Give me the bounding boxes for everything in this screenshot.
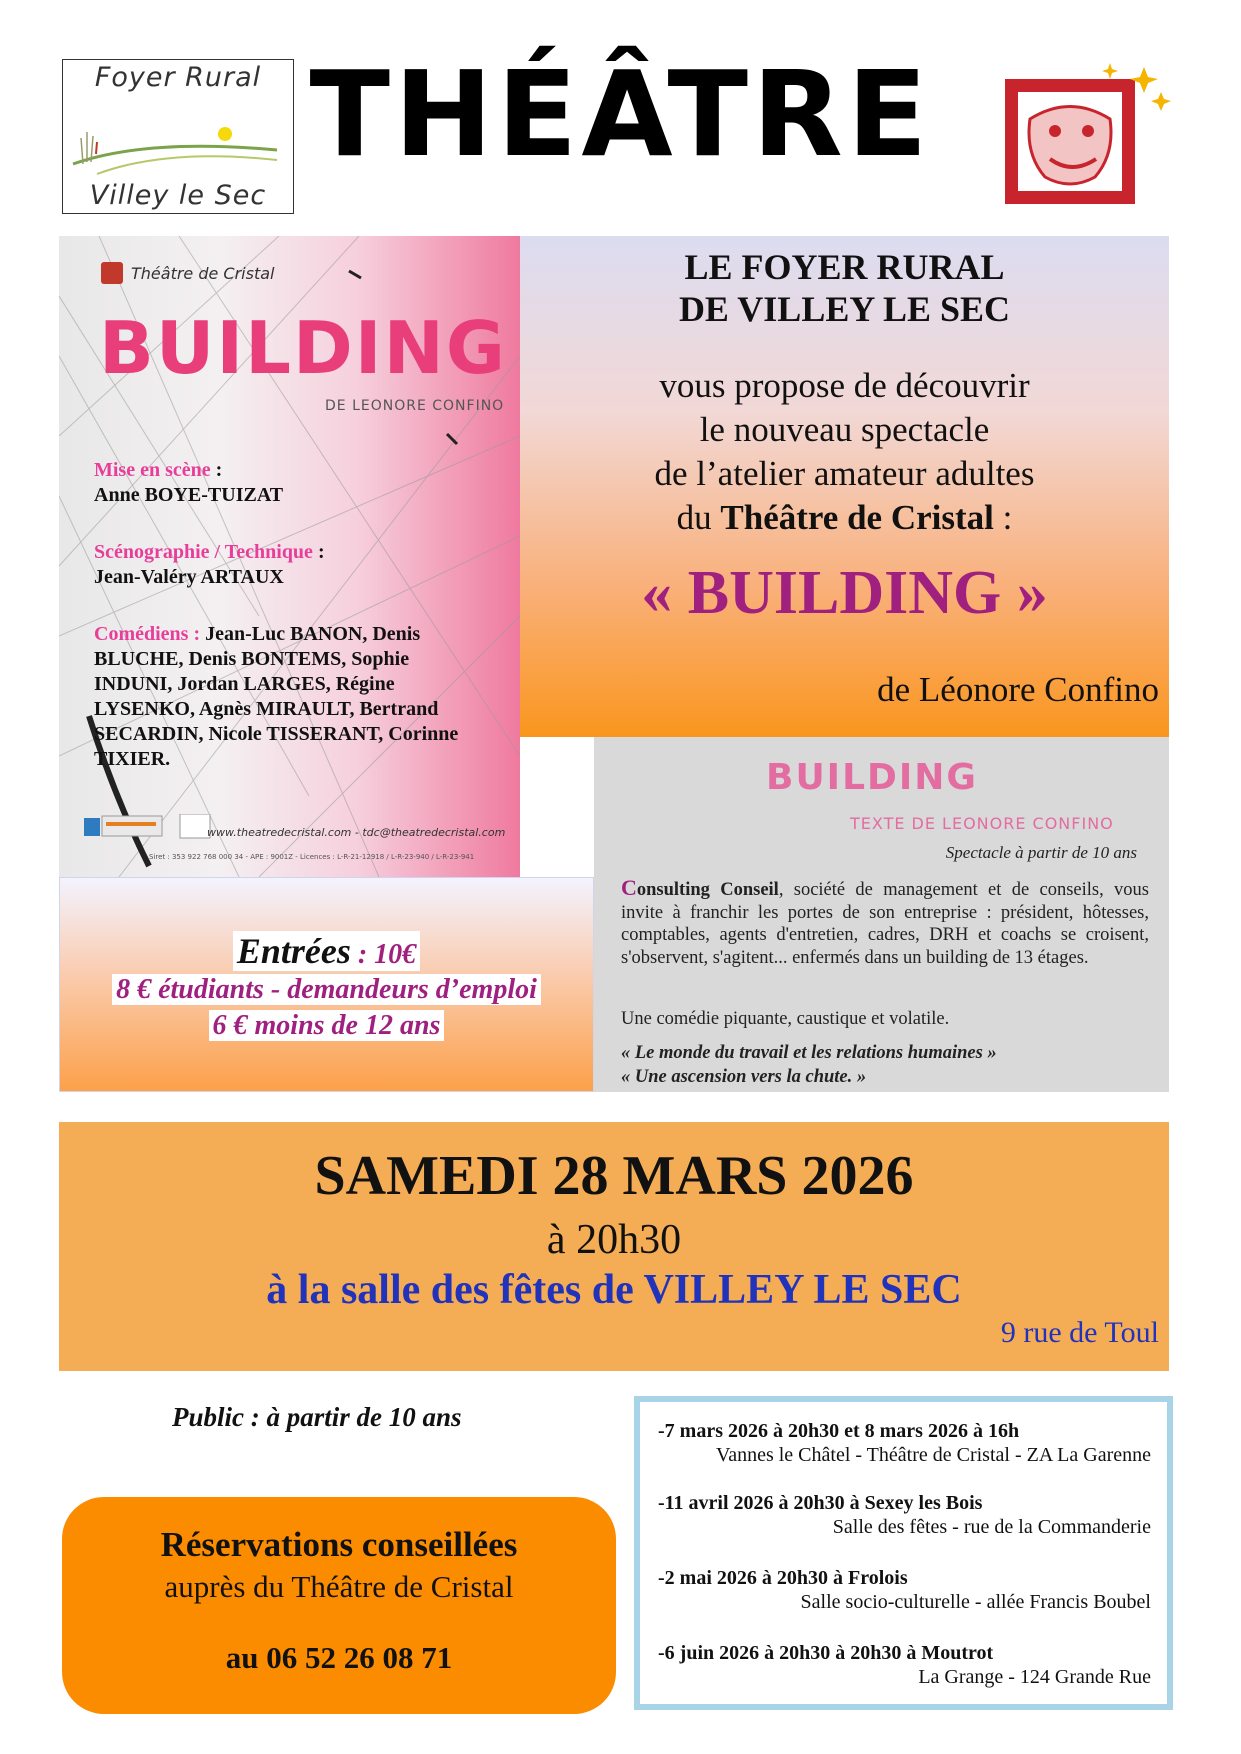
building-poster <box>59 236 520 877</box>
intro-line-1: vous propose de découvrir <box>659 366 1030 405</box>
intro-panel <box>520 236 1169 737</box>
credit-label: Comédiens : <box>94 623 201 645</box>
entry-prices-panel <box>59 877 594 1092</box>
logo-top-text: Foyer Rural <box>94 62 262 93</box>
reservation-with: auprès du Théâtre de Cristal <box>164 1569 514 1604</box>
event-venue: à la salle des fêtes de VILLEY LE SEC <box>266 1267 962 1313</box>
entry-price-main: Entrées : 10€ <box>60 930 593 972</box>
other-place-2: Salle des fêtes - rue de la Commanderie <box>832 1516 1151 1538</box>
organizer-line-2: DE VILLEY LE SEC <box>678 289 1011 329</box>
credit-director: Mise en scène : Anne BOYE-TUIZAT <box>94 459 284 506</box>
credit-label: Scénographie / Technique <box>94 541 313 563</box>
synopsis-panel <box>594 737 1169 1092</box>
other-date-3: -2 mai 2026 à 20h30 à Frolois <box>658 1567 908 1589</box>
other-dates-box <box>634 1396 1173 1710</box>
reservation-box <box>62 1497 616 1714</box>
show-title: « BUILDING » <box>641 559 1048 627</box>
other-place-4: La Grange - 124 Grande Rue <box>918 1666 1151 1688</box>
public-note: Public : à partir de 10 ans <box>172 1402 462 1432</box>
author-line: de Léonore Confino <box>877 670 1159 709</box>
poster-title: BUILDING <box>99 306 507 390</box>
synopsis-subtitle: TEXTE DE LEONORE CONFINO <box>850 814 1114 833</box>
organizer-line-1: LE FOYER RURAL <box>684 247 1005 287</box>
synopsis-age: Spectacle à partir de 10 ans <box>945 843 1137 862</box>
event-time: à 20h30 <box>546 1217 682 1263</box>
credit-scenography: Scénographie / Technique : Jean-Valéry ARTAUX <box>94 541 325 588</box>
synopsis-title: BUILDING <box>766 757 978 798</box>
credit-cast <box>94 622 484 772</box>
synopsis-tagline: Une comédie piquante, caustique et volatile. <box>621 1009 950 1029</box>
synopsis-text: Consulting Conseil, société de management et de conseils, vous invite à franchir les portes de son entreprise : président, hôtesses, comptables, agents d'entretien, cadres, DRH et coachs se croisent, s'observent, s'agitent... enfermés dans un building de 13 étages. <box>621 875 1149 968</box>
other-date-4: -6 juin 2026 à 20h30 à 20h30 à Moutrot <box>658 1642 994 1664</box>
intro-line-3: de l’atelier amateur adultes <box>654 454 1035 493</box>
other-place-1: Vannes le Châtel - Théâtre de Cristal - ZA La Garenne <box>715 1444 1151 1466</box>
credit-value: Jean-Luc BANON, Denis BLUCHE, Denis BONTEMS, Sophie INDUNI, Jordan LARGES, Régine LYSENKO, Agnès MIRAULT, Bertrand SECARDIN, Nicole TISSERANT, Corinne TIXIER. <box>94 623 459 770</box>
theatre-mask-small-icon <box>101 262 123 284</box>
poster-siret: Siret : 353 922 768 000 34 - APE : 9001Z - Licences : L-R-21-12918 / L-R-23-940 / L-R-23-941 <box>149 853 475 861</box>
intro-line-2: le nouveau spectacle <box>699 410 990 449</box>
theatre-mask-logo-icon <box>1000 59 1180 214</box>
partner-logos-icon <box>84 814 214 840</box>
event-date-band <box>59 1122 1169 1371</box>
event-address: 9 rue de Toul <box>1000 1316 1159 1349</box>
credit-value: Jean-Valéry ARTAUX <box>94 566 284 588</box>
other-date-1: -7 mars 2026 à 20h30 et 8 mars 2026 à 16h <box>658 1420 1020 1442</box>
intro-line-4: du Théâtre de Cristal : <box>676 498 1013 537</box>
page-title: THÉÂTRE <box>309 45 932 183</box>
other-date-2: -11 avril 2026 à 20h30 à Sexey les Bois <box>658 1492 983 1514</box>
poster-website: www.theatredecristal.com - tdc@theatredecristal.com <box>207 826 506 839</box>
credit-label: Mise en scène <box>94 459 211 481</box>
poster-author: DE LEONORE CONFINO <box>325 398 505 414</box>
event-date: SAMEDI 28 MARS 2026 <box>314 1145 914 1207</box>
company-name: Théâtre de Cristal <box>720 498 994 537</box>
synopsis-quote-2: « Une ascension vers la chute. » <box>621 1067 867 1087</box>
credit-value: Anne BOYE-TUIZAT <box>94 484 284 506</box>
entry-price-reduced-2: 6 € moins de 12 ans <box>60 1010 593 1042</box>
synopsis-quote-1: « Le monde du travail et les relations humaines » <box>621 1043 997 1063</box>
reservation-title: Réservations conseillées <box>160 1525 518 1564</box>
other-place-3: Salle socio-culturelle - allée Francis Boubel <box>800 1591 1151 1613</box>
entry-price-reduced-1: 8 € étudiants - demandeurs d’emploi <box>60 974 593 1006</box>
logo-bottom-text: Villey le Sec <box>89 180 267 211</box>
poster-brand: Théâtre de Cristal <box>131 264 275 283</box>
reservation-phone: au 06 52 26 08 71 <box>225 1640 453 1675</box>
